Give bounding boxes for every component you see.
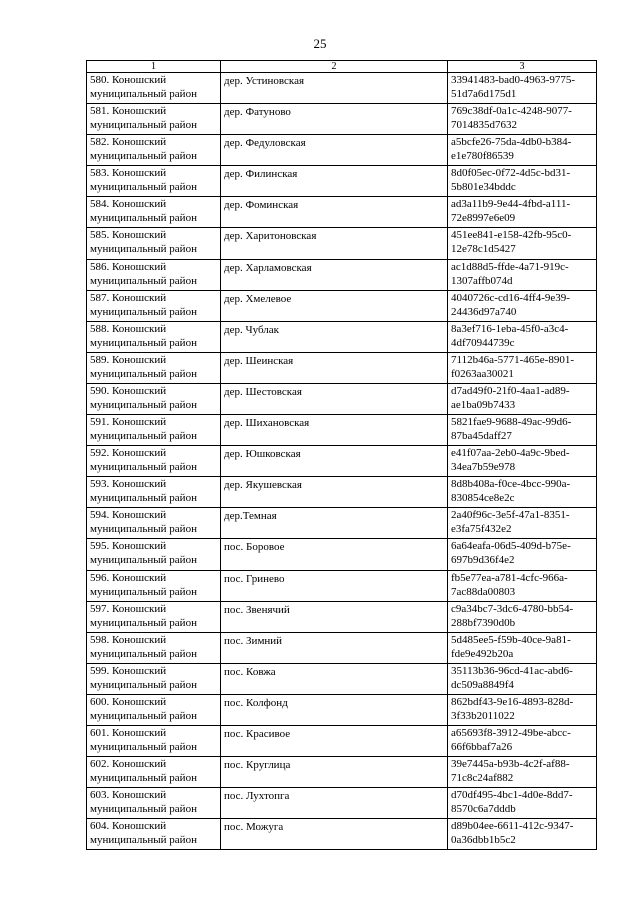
district-type-label: муниципальный район [90,336,197,349]
locality-cell [221,539,448,570]
locality-name: дер.Темная [224,510,277,523]
district-cell [87,228,221,259]
locality-cell [221,259,448,290]
district-cell [87,570,221,601]
table-row [87,508,597,539]
district-cell [87,352,221,383]
locality-cell [221,632,448,663]
column-header-3: 3 [448,61,597,73]
guid-part-2: 1307affb074d [451,274,513,287]
district-number-label: 581. Коношский [90,105,167,118]
locality-name: пос. Гринево [224,572,285,585]
guid-cell [448,73,597,104]
localities-table [86,60,597,850]
district-number-label: 601. Коношский [90,726,167,739]
table-row [87,259,597,290]
guid-cell [448,819,597,850]
district-cell [87,694,221,725]
locality-name: пос. Можуга [224,821,284,834]
locality-cell [221,383,448,414]
table-row [87,570,597,601]
district-type-label: муниципальный район [90,305,197,318]
guid-cell [448,694,597,725]
guid-part-1: 6a64eafa-06d5-409d-b75e- [451,540,571,553]
district-type-label: муниципальный район [90,616,197,629]
district-number-label: 589. Коношский [90,353,167,366]
district-number-label: 588. Коношский [90,322,167,335]
guid-part-2: 830854ce8e2c [451,492,515,505]
district-number-label: 592. Коношский [90,447,167,460]
district-cell [87,788,221,819]
district-number-label: 594. Коношский [90,509,167,522]
guid-part-2: 71c8c24af882 [451,772,514,785]
locality-cell [221,570,448,601]
district-cell [87,819,221,850]
table-row [87,757,597,788]
locality-cell [221,601,448,632]
guid-part-2: e1e780f86539 [451,150,514,163]
table-row [87,477,597,508]
district-cell [87,508,221,539]
district-type-label: муниципальный район [90,834,197,847]
guid-part-2: 34ea7b59e978 [451,461,516,474]
guid-cell [448,259,597,290]
guid-part-1: 39e7445a-b93b-4c2f-af88- [451,758,570,771]
district-type-label: муниципальный район [90,585,197,598]
locality-cell [221,663,448,694]
district-type-label: муниципальный район [90,398,197,411]
table-row [87,539,597,570]
district-type-label: муниципальный район [90,430,197,443]
locality-cell [221,415,448,446]
table-row [87,290,597,321]
guid-part-2: 8570c6a7dddb [451,803,516,816]
guid-cell [448,197,597,228]
table-row [87,446,597,477]
guid-part-2: 0a36dbb1b5c2 [451,834,516,847]
locality-cell [221,135,448,166]
locality-cell [221,446,448,477]
district-type-label: муниципальный район [90,492,197,505]
guid-cell [448,757,597,788]
locality-name: дер. Харламовская [224,261,312,274]
guid-cell [448,321,597,352]
district-type-label: муниципальный район [90,274,197,287]
guid-part-2: 3f33b2011022 [451,709,515,722]
guid-part-2: f0263aa30021 [451,367,514,380]
locality-cell [221,819,448,850]
locality-cell [221,321,448,352]
district-cell [87,197,221,228]
guid-cell [448,570,597,601]
district-type-label: муниципальный район [90,709,197,722]
district-number-label: 604. Коношский [90,820,167,833]
header-row [87,61,597,73]
district-cell [87,632,221,663]
locality-name: пос. Лухтопга [224,790,290,803]
guid-cell [448,383,597,414]
guid-part-1: 8d8b408a-f0ce-4bcc-990a- [451,478,571,491]
district-type-label: муниципальный район [90,150,197,163]
district-number-label: 603. Коношский [90,789,167,802]
district-type-label: муниципальный район [90,181,197,194]
district-cell [87,166,221,197]
page-number: 25 [313,36,327,51]
guid-part-1: 8d0f05ec-0f72-4d5c-bd31- [451,167,571,180]
guid-part-2: 697b9d36f4e2 [451,554,515,567]
district-type-label: муниципальный район [90,772,197,785]
guid-part-2: 5b801e34bddc [451,181,516,194]
table-row [87,228,597,259]
guid-cell [448,601,597,632]
guid-part-1: 33941483-bad0-4963-9775- [451,74,576,86]
locality-cell [221,228,448,259]
district-number-label: 596. Коношский [90,571,167,584]
district-number-label: 597. Коношский [90,602,167,615]
guid-part-1: 451ee841-e158-42fb-95c0- [451,229,572,242]
table-row [87,725,597,756]
table-row [87,663,597,694]
guid-part-1: 2a40f96c-3e5f-47a1-8351- [451,509,570,522]
district-number-label: 582. Коношский [90,136,167,149]
guid-part-2: 7ac88da00803 [451,585,516,598]
guid-part-2: fde9e492b20a [451,647,514,660]
guid-part-1: ad3a11b9-9e44-4fbd-a111- [451,198,571,211]
district-type-label: муниципальный район [90,212,197,225]
guid-part-1: 5821fae9-9688-49ac-99d6- [451,416,572,429]
guid-cell [448,663,597,694]
guid-cell [448,632,597,663]
table-row [87,788,597,819]
guid-cell [448,290,597,321]
guid-part-2: 72e8997e6e09 [451,212,516,225]
guid-part-1: a65693f8-3912-49be-abcc- [451,726,571,739]
guid-cell [448,352,597,383]
locality-name: дер. Шеинская [224,354,294,367]
district-type-label: муниципальный район [90,523,197,536]
guid-part-1: 8a3ef716-1eba-45f0-a3c4- [451,322,569,335]
guid-part-2: 7014835d7632 [451,119,517,132]
guid-part-1: 769c38df-0a1c-4248-9077- [451,105,572,118]
guid-part-2: 87ba45daff27 [451,430,512,443]
guid-part-2: 51d7a6d175d1 [451,88,517,100]
locality-cell [221,352,448,383]
locality-name: пос. Ковжа [224,665,276,678]
district-type-label: муниципальный район [90,647,197,660]
guid-part-2: 24436d97a740 [451,305,517,318]
guid-cell [448,477,597,508]
locality-cell [221,166,448,197]
guid-cell [448,228,597,259]
district-cell [87,663,221,694]
district-cell [87,290,221,321]
guid-part-1: d7ad49f0-21f0-4aa1-ad89- [451,384,570,397]
district-number-label: 591. Коношский [90,416,167,429]
district-cell [87,415,221,446]
guid-cell [448,135,597,166]
locality-cell [221,788,448,819]
locality-cell [221,477,448,508]
district-number-label: 580. Коношский [90,74,167,86]
table-row [87,383,597,414]
guid-part-1: a5bcfe26-75da-4db0-b384- [451,136,572,149]
table-header [87,61,597,73]
locality-cell [221,290,448,321]
table-row [87,197,597,228]
locality-name: дер. Фоминская [224,199,299,212]
locality-cell [221,104,448,135]
table-row [87,166,597,197]
table-row [87,104,597,135]
district-cell [87,725,221,756]
table-row [87,135,597,166]
district-cell [87,446,221,477]
guid-part-2: 66f6bbaf7a26 [451,740,513,753]
locality-name: дер. Якушевская [224,479,302,492]
locality-cell [221,694,448,725]
guid-part-2: 12e78c1d5427 [451,243,516,256]
table-row [87,601,597,632]
district-cell [87,259,221,290]
guid-part-1: 862bdf43-9e16-4893-828d- [451,695,574,708]
table-body [87,73,597,850]
locality-name: пос. Зимний [224,634,283,647]
guid-cell [448,415,597,446]
guid-part-1: d70df495-4bc1-4d0e-8dd7- [451,789,573,802]
column-header-1: 1 [87,61,221,73]
locality-name: пос. Боровое [224,541,285,554]
guid-part-1: 5d485ee5-f59b-40ce-9a81- [451,633,571,646]
guid-cell [448,508,597,539]
district-cell [87,539,221,570]
locality-cell [221,197,448,228]
district-type-label: муниципальный район [90,740,197,753]
locality-name: дер. Юшковская [224,448,301,461]
locality-name: пос. Колфонд [224,696,288,709]
locality-name: дер. Шестовская [224,385,302,398]
district-type-label: муниципальный район [90,243,197,256]
district-number-label: 583. Коношский [90,167,167,180]
district-type-label: муниципальный район [90,367,197,380]
district-number-label: 600. Коношский [90,695,167,708]
district-number-label: 595. Коношский [90,540,167,553]
district-cell [87,135,221,166]
district-number-label: 584. Коношский [90,198,167,211]
guid-cell [448,725,597,756]
table-row [87,632,597,663]
district-type-label: муниципальный район [90,678,197,691]
district-type-label: муниципальный район [90,88,197,100]
guid-part-2: ae1ba09b7433 [451,398,516,411]
table-row [87,73,597,104]
guid-cell [448,539,597,570]
guid-part-1: c9a34bc7-3dc6-4780-bb54- [451,602,574,615]
locality-name: пос. Красивое [224,727,291,740]
guid-part-1: fb5e77ea-a781-4cfc-966a- [451,571,568,584]
table-row [87,352,597,383]
locality-cell [221,725,448,756]
guid-part-1: 4040726c-cd16-4ff4-9e39- [451,291,570,304]
guid-part-2: 4df70944739c [451,336,515,349]
district-type-label: муниципальный район [90,554,197,567]
guid-cell [448,166,597,197]
district-number-label: 585. Коношский [90,229,167,242]
locality-name: дер. Федуловская [224,137,306,150]
locality-name: дер. Чублак [224,323,280,336]
district-type-label: муниципальный район [90,461,197,474]
guid-cell [448,788,597,819]
district-cell [87,73,221,104]
district-number-label: 586. Коношский [90,260,167,273]
district-cell [87,104,221,135]
locality-cell [221,508,448,539]
district-number-label: 587. Коношский [90,291,167,304]
district-number-label: 593. Коношский [90,478,167,491]
guid-part-1: ac1d88d5-ffde-4a71-919c- [451,260,569,273]
locality-cell [221,73,448,104]
locality-cell [221,757,448,788]
guid-cell [448,446,597,477]
table-row [87,694,597,725]
district-number-label: 598. Коношский [90,633,167,646]
table-row [87,819,597,850]
guid-part-2: dc509a8849f4 [451,678,514,691]
guid-part-2: e3fa75f432e2 [451,523,512,536]
district-number-label: 599. Коношский [90,664,167,677]
district-type-label: муниципальный район [90,803,197,816]
district-cell [87,601,221,632]
guid-part-1: d89b04ee-6611-412c-9347- [451,820,574,833]
guid-part-1: e41f07aa-2eb0-4a9c-9bed- [451,447,570,460]
table-row [87,321,597,352]
table-row [87,415,597,446]
district-cell [87,383,221,414]
district-number-label: 590. Коношский [90,384,167,397]
locality-name: пос. Круглица [224,759,291,772]
locality-name: дер. Шихановская [224,417,310,430]
locality-name: дер. Харитоновская [224,230,317,243]
locality-name: дер. Филинская [224,168,298,181]
locality-name: дер. Хмелевое [224,292,292,305]
district-cell [87,321,221,352]
district-cell [87,477,221,508]
guid-part-1: 35113b36-96cd-41ac-abd6- [451,664,573,677]
locality-name: дер. Фатуново [224,106,291,119]
locality-name: дер. Устиновская [224,75,305,87]
district-type-label: муниципальный район [90,119,197,132]
guid-cell [448,104,597,135]
column-header-2: 2 [221,61,448,73]
district-cell [87,757,221,788]
guid-part-2: 288bf7390d0b [451,616,516,629]
guid-part-1: 7112b46a-5771-465e-8901- [451,353,575,366]
locality-name: пос. Звенячий [224,603,290,616]
district-number-label: 602. Коношский [90,758,167,771]
